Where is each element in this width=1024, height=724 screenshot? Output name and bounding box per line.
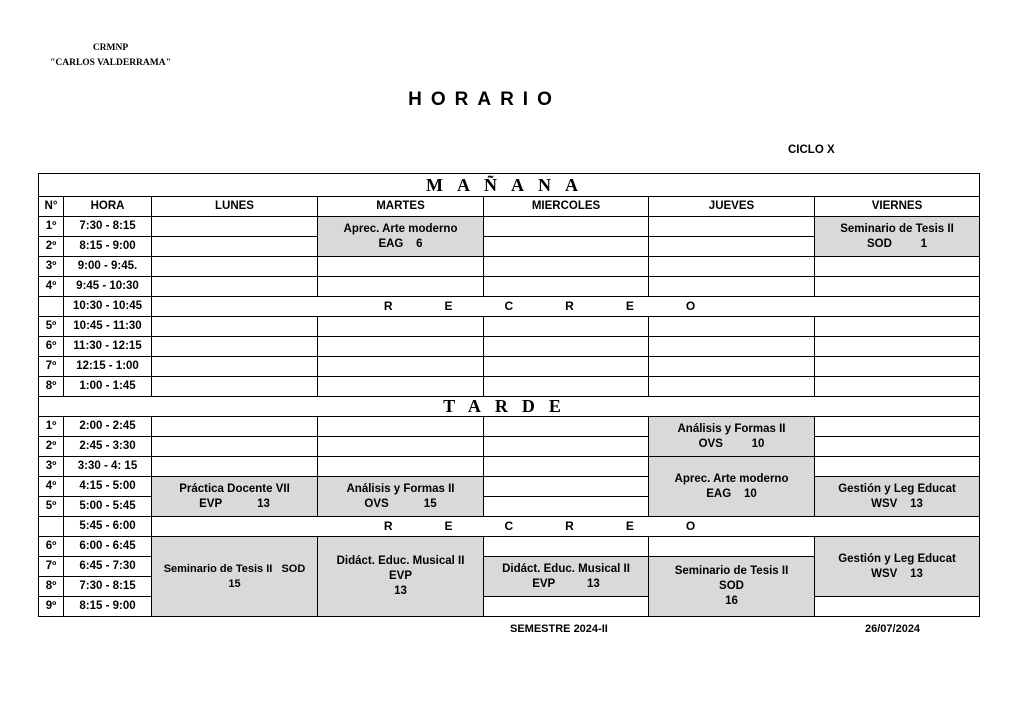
- class-name: Análisis y Formas II: [677, 422, 786, 435]
- cell-empty: [815, 337, 980, 357]
- cell-empty: [815, 417, 980, 437]
- row-hour: 2:00 - 2:45: [64, 417, 152, 437]
- class-name: Seminario de Tesis II: [840, 222, 954, 235]
- class-tue-a6: [318, 537, 484, 617]
- table-row: [39, 437, 980, 457]
- semester-label: SEMESTRE 2024-II: [510, 623, 608, 635]
- cell-empty: [318, 377, 484, 397]
- cell-empty: [815, 597, 980, 617]
- row-num: 6º: [39, 537, 64, 557]
- cell-empty: [152, 417, 318, 437]
- institution-line-2: "CARLOS VALDERRAMA": [50, 58, 171, 68]
- class-teacher: OVS 10: [698, 437, 765, 450]
- class-name: Aprec. Arte moderno: [343, 222, 458, 235]
- row-hour: 7:30 - 8:15: [64, 217, 152, 237]
- section-afternoon: TARDE: [39, 397, 980, 417]
- table-row: [39, 457, 980, 477]
- cell-empty: [649, 537, 815, 557]
- row-num: [39, 517, 64, 537]
- cell-empty: [815, 357, 980, 377]
- cell-empty: [318, 317, 484, 337]
- row-num: 5º: [39, 317, 64, 337]
- row-num: 1º: [39, 217, 64, 237]
- cell-empty: [484, 257, 649, 277]
- row-num: 8º: [39, 377, 64, 397]
- recess-label: RECREO: [152, 297, 980, 317]
- cell-empty: [484, 417, 649, 437]
- class-name: Análisis y Formas II: [346, 482, 455, 495]
- class-mon-a6: [152, 537, 318, 617]
- schedule-table: [38, 173, 980, 617]
- table-row: [39, 337, 980, 357]
- cell-empty: [649, 237, 815, 257]
- institution-line-1: CRMNP: [92, 43, 129, 53]
- row-num: 1º: [39, 417, 64, 437]
- header-thu: JUEVES: [649, 197, 815, 217]
- cell-empty: [484, 437, 649, 457]
- row-num: 2º: [39, 437, 64, 457]
- cell-empty: [815, 437, 980, 457]
- cell-empty: [484, 477, 649, 497]
- row-num: 4º: [39, 477, 64, 497]
- class-teacher: EVP 13: [199, 497, 270, 510]
- cell-empty: [649, 317, 815, 337]
- cell-empty: [318, 277, 484, 297]
- cell-empty: [318, 337, 484, 357]
- section-morning: MAÑANA: [39, 174, 980, 197]
- class-name: Aprec. Arte moderno: [674, 472, 789, 485]
- class-name: Seminario de Tesis II SOD: [163, 562, 306, 575]
- cell-empty: [815, 317, 980, 337]
- cell-empty: [484, 377, 649, 397]
- table-row: [39, 537, 980, 557]
- cell-empty: [815, 257, 980, 277]
- table-row: [39, 377, 980, 397]
- row-hour: 1:00 - 1:45: [64, 377, 152, 397]
- row-num: 2º: [39, 237, 64, 257]
- row-hour: 7:30 - 8:15: [64, 577, 152, 597]
- class-teacher: EVP: [388, 570, 412, 582]
- row-hour: 11:30 - 12:15: [64, 337, 152, 357]
- cell-empty: [318, 357, 484, 377]
- cell-empty: [152, 237, 318, 257]
- class-name: Seminario de Tesis II: [674, 565, 789, 577]
- cell-empty: [152, 377, 318, 397]
- row-hour: 4:15 - 5:00: [64, 477, 152, 497]
- cell-empty: [152, 277, 318, 297]
- row-hour: 12:15 - 1:00: [64, 357, 152, 377]
- cell-empty: [815, 457, 980, 477]
- class-room: 15: [228, 577, 241, 590]
- class-name: Didáct. Educ. Musical II: [502, 562, 630, 575]
- recess-row: [39, 517, 980, 537]
- table-row: [39, 217, 980, 237]
- cell-empty: [152, 437, 318, 457]
- cell-empty: [484, 357, 649, 377]
- cell-empty: [152, 357, 318, 377]
- row-hour: 2:45 - 3:30: [64, 437, 152, 457]
- recess-row: [39, 297, 980, 317]
- cell-empty: [484, 537, 649, 557]
- class-name: Gestión y Leg Educat: [838, 482, 956, 495]
- class-wed-a7: [484, 557, 649, 597]
- cell-empty: [484, 317, 649, 337]
- cell-empty: [649, 217, 815, 237]
- class-fri-m1: [815, 217, 980, 257]
- row-num: 3º: [39, 457, 64, 477]
- cell-empty: [649, 377, 815, 397]
- cell-empty: [318, 437, 484, 457]
- class-teacher: WSV 13: [871, 567, 923, 580]
- cell-empty: [318, 257, 484, 277]
- cell-empty: [152, 257, 318, 277]
- cell-empty: [152, 317, 318, 337]
- header-fri: VIERNES: [815, 197, 980, 217]
- column-headers: [39, 197, 980, 217]
- header-wed: MIERCOLES: [484, 197, 649, 217]
- class-thu-a7: [649, 557, 815, 617]
- cell-empty: [152, 457, 318, 477]
- row-hour: 5:00 - 5:45: [64, 497, 152, 517]
- class-tue-a4: [318, 477, 484, 517]
- row-hour: 9:00 - 9:45.: [64, 257, 152, 277]
- cell-empty: [152, 337, 318, 357]
- cell-empty: [484, 277, 649, 297]
- cell-empty: [484, 237, 649, 257]
- cell-empty: [484, 217, 649, 237]
- cell-empty: [649, 357, 815, 377]
- class-name: Gestión y Leg Educat: [838, 552, 956, 565]
- cell-empty: [484, 337, 649, 357]
- page-title: HORARIO: [408, 89, 561, 110]
- table-row: [39, 317, 980, 337]
- cell-empty: [649, 257, 815, 277]
- cell-empty: [649, 277, 815, 297]
- class-teacher: EAG 6: [378, 237, 423, 250]
- class-teacher: SOD 1: [866, 237, 928, 250]
- class-fri-a4: [815, 477, 980, 517]
- cell-empty: [318, 457, 484, 477]
- row-num: 9º: [39, 597, 64, 617]
- cell-empty: [318, 417, 484, 437]
- cell-empty: [484, 457, 649, 477]
- class-thu-a3: [649, 457, 815, 517]
- header-hour: HORA: [64, 197, 152, 217]
- row-num: 7º: [39, 357, 64, 377]
- cell-empty: [484, 597, 649, 617]
- date-label: 26/07/2024: [865, 623, 921, 635]
- row-num: 8º: [39, 577, 64, 597]
- header-tue: MARTES: [318, 197, 484, 217]
- row-num: 5º: [39, 497, 64, 517]
- class-teacher: OVS 15: [364, 497, 437, 510]
- class-teacher: WSV 13: [871, 497, 923, 510]
- header-mon: LUNES: [152, 197, 318, 217]
- row-hour: 3:30 - 4: 15: [64, 457, 152, 477]
- row-hour: 6:45 - 7:30: [64, 557, 152, 577]
- table-row: [39, 477, 980, 497]
- class-room: 16: [725, 595, 738, 607]
- row-num: 4º: [39, 277, 64, 297]
- recess-label: RECREO: [152, 517, 980, 537]
- cell-empty: [484, 497, 649, 517]
- row-num: 3º: [39, 257, 64, 277]
- row-hour: 5:45 - 6:00: [64, 517, 152, 537]
- class-name: Práctica Docente VII: [179, 482, 290, 495]
- table-row: [39, 417, 980, 437]
- class-thu-a1: [649, 417, 815, 457]
- row-num: 7º: [39, 557, 64, 577]
- row-num: 6º: [39, 337, 64, 357]
- class-teacher: EAG 10: [706, 487, 757, 500]
- header-num: N°: [39, 197, 64, 217]
- table-row: [39, 277, 980, 297]
- class-room: 13: [394, 585, 407, 597]
- cell-empty: [152, 217, 318, 237]
- row-hour: 10:45 - 11:30: [64, 317, 152, 337]
- table-row: [39, 357, 980, 377]
- class-fri-a6: [815, 537, 980, 597]
- row-num: [39, 297, 64, 317]
- ciclo-label: CICLO X: [788, 144, 835, 156]
- cell-empty: [815, 277, 980, 297]
- cell-empty: [815, 377, 980, 397]
- row-hour: 10:30 - 10:45: [64, 297, 152, 317]
- row-hour: 6:00 - 6:45: [64, 537, 152, 557]
- row-hour: 9:45 - 10:30: [64, 277, 152, 297]
- class-teacher: SOD: [719, 580, 744, 592]
- cell-empty: [649, 337, 815, 357]
- class-tue-m1: [318, 217, 484, 257]
- row-hour: 8:15 - 9:00: [64, 237, 152, 257]
- class-teacher: EVP 13: [532, 577, 600, 590]
- table-row: [39, 257, 980, 277]
- row-hour: 8:15 - 9:00: [64, 597, 152, 617]
- class-name: Didáct. Educ. Musical II: [336, 555, 465, 567]
- class-mon-a4: [152, 477, 318, 517]
